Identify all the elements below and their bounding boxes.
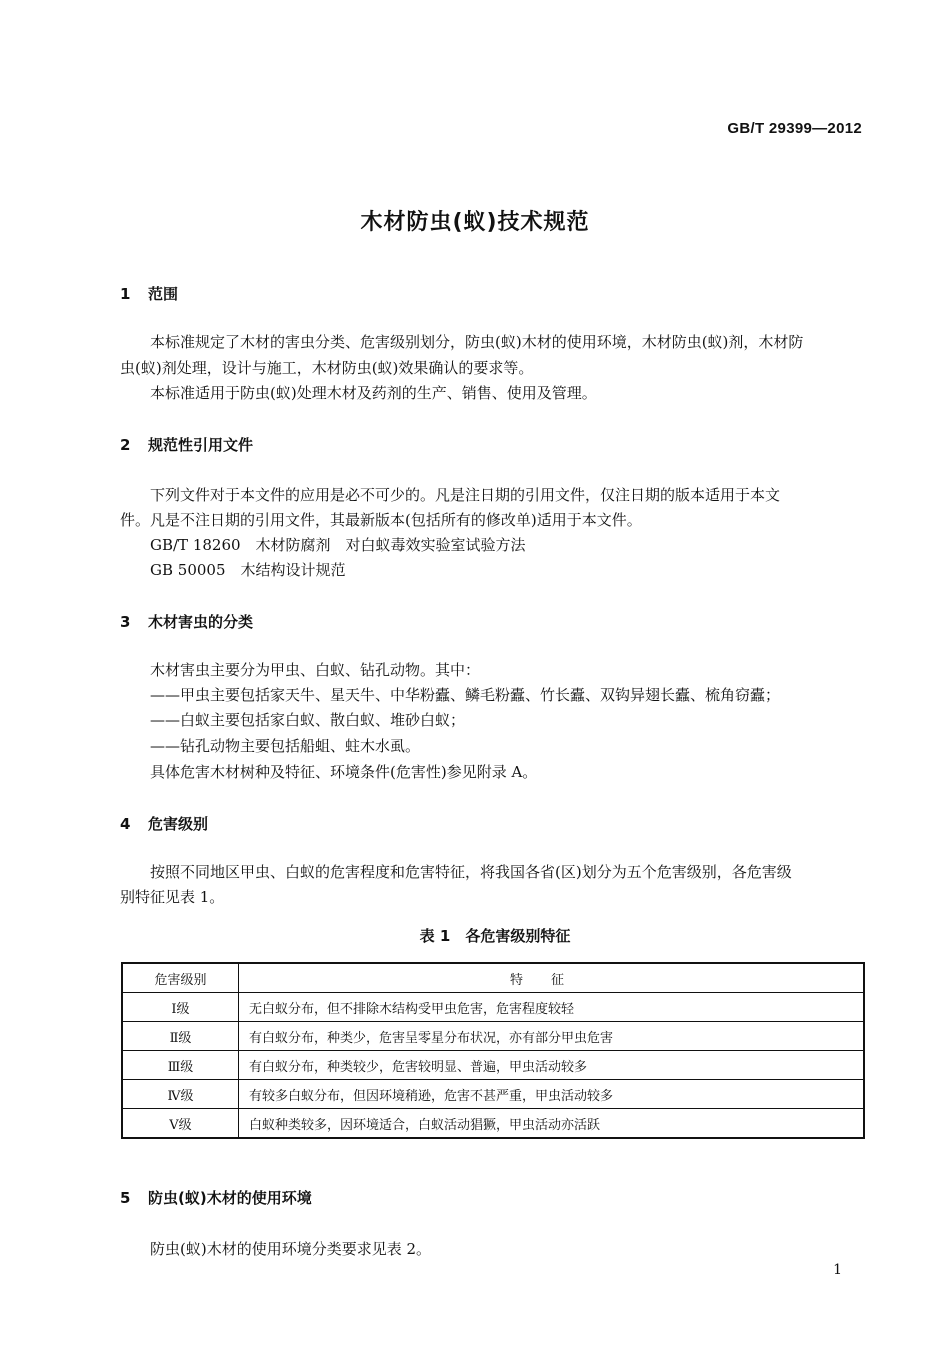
table-caption: 表 1 各危害级别特征 xyxy=(419,927,571,945)
reference-item: GB/T 18260 木材防腐剂 对白蚁毒效实验室试验方法 xyxy=(150,536,526,554)
section-number: 5 xyxy=(120,1189,131,1207)
column-header: 特征 xyxy=(239,963,865,993)
document-title: 木材防虫(蚁)技术规范 xyxy=(360,210,590,235)
paragraph: 防虫(蚁)木材的使用环境分类要求见表 2。 xyxy=(150,1240,432,1258)
paragraph: 本标准适用于防虫(蚁)处理木材及药剂的生产、销售、使用及管理。 xyxy=(150,384,597,402)
table-cell-level: Ⅰ级 xyxy=(122,993,239,1022)
table-cell-level: Ⅱ级 xyxy=(122,1022,239,1051)
standard-code: GB/T 29399—2012 xyxy=(727,120,862,137)
paragraph: 本标准规定了木材的害虫分类、危害级别划分，防虫(蚁)木材的使用环境，木材防虫(蚁)剂，木材防 xyxy=(150,333,804,351)
paragraph-continuation: 虫(蚁)剂处理，设计与施工，木材防虫(蚁)效果确认的要求等。 xyxy=(120,359,534,377)
list-item: ——甲虫主要包括家天牛、星天牛、中华粉蠹、鳞毛粉蠹、竹长蠹、双钩异翅长蠹、梳角窃蠹； xyxy=(150,686,781,704)
table-cell-feature: 白蚁种类较多，因环境适合，白蚁活动猖獗，甲虫活动亦活跃 xyxy=(239,1109,865,1139)
section-2-heading xyxy=(120,434,253,455)
paragraph: 木材害虫主要分为甲虫、白蚁、钻孔动物。其中： xyxy=(150,661,481,679)
table-cell-level: Ⅲ级 xyxy=(122,1051,239,1080)
paragraph-continuation: 件。凡是不注日期的引用文件，其最新版本(包括所有的修改单)适用于本文件。 xyxy=(120,511,642,529)
paragraph: 具体危害木材树种及特征、环境条件(危害性)参见附录 A。 xyxy=(150,763,538,781)
list-item: ——白蚁主要包括家白蚁、散白蚁、堆砂白蚁； xyxy=(150,711,466,729)
section-number: 1 xyxy=(120,285,131,303)
table-row xyxy=(122,1109,864,1139)
section-1-heading xyxy=(120,283,178,304)
section-number: 2 xyxy=(120,436,131,454)
section-title: 木材害虫的分类 xyxy=(148,613,254,631)
column-header: 危害级别 xyxy=(122,963,239,993)
section-4-heading xyxy=(120,813,208,834)
section-title: 范围 xyxy=(148,285,179,303)
section-3-heading xyxy=(120,611,253,632)
section-title: 规范性引用文件 xyxy=(148,436,254,454)
list-item: ——钻孔动物主要包括船蛆、蛀木水虱。 xyxy=(150,737,421,755)
paragraph: 下列文件对于本文件的应用是必不可少的。凡是注日期的引用文件，仅注日期的版本适用于本文 xyxy=(150,486,781,504)
section-number: 4 xyxy=(120,815,131,833)
table-cell-feature: 有白蚁分布，种类较少，危害较明显、普遍，甲虫活动较多 xyxy=(239,1051,865,1080)
table-row xyxy=(122,993,864,1022)
section-title: 防虫(蚁)木材的使用环境 xyxy=(148,1189,312,1207)
hazard-level-table xyxy=(121,962,865,1139)
table-row xyxy=(122,1022,864,1051)
table-cell-level: Ⅴ级 xyxy=(122,1109,239,1139)
table-cell-feature: 有较多白蚁分布，但因环境稍逊，危害不甚严重，甲虫活动较多 xyxy=(239,1080,865,1109)
table-cell-feature: 无白蚁分布，但不排除木结构受甲虫危害，危害程度较轻 xyxy=(239,993,865,1022)
table-row xyxy=(122,1051,864,1080)
table-cell-feature: 有白蚁分布，种类少，危害呈零星分布状况，亦有部分甲虫危害 xyxy=(239,1022,865,1051)
page-number: 1 xyxy=(833,1262,842,1278)
reference-item: GB 50005 木结构设计规范 xyxy=(150,561,346,579)
section-5-heading xyxy=(120,1187,312,1208)
section-number: 3 xyxy=(120,613,131,631)
table-row xyxy=(122,1080,864,1109)
table-cell-level: Ⅳ级 xyxy=(122,1080,239,1109)
table-header-row xyxy=(122,963,864,993)
paragraph-continuation: 别特征见表 1。 xyxy=(120,888,225,906)
paragraph: 按照不同地区甲虫、白蚁的危害程度和危害特征，将我国各省(区)划分为五个危害级别，各危害级 xyxy=(150,863,792,881)
section-title: 危害级别 xyxy=(148,815,209,833)
